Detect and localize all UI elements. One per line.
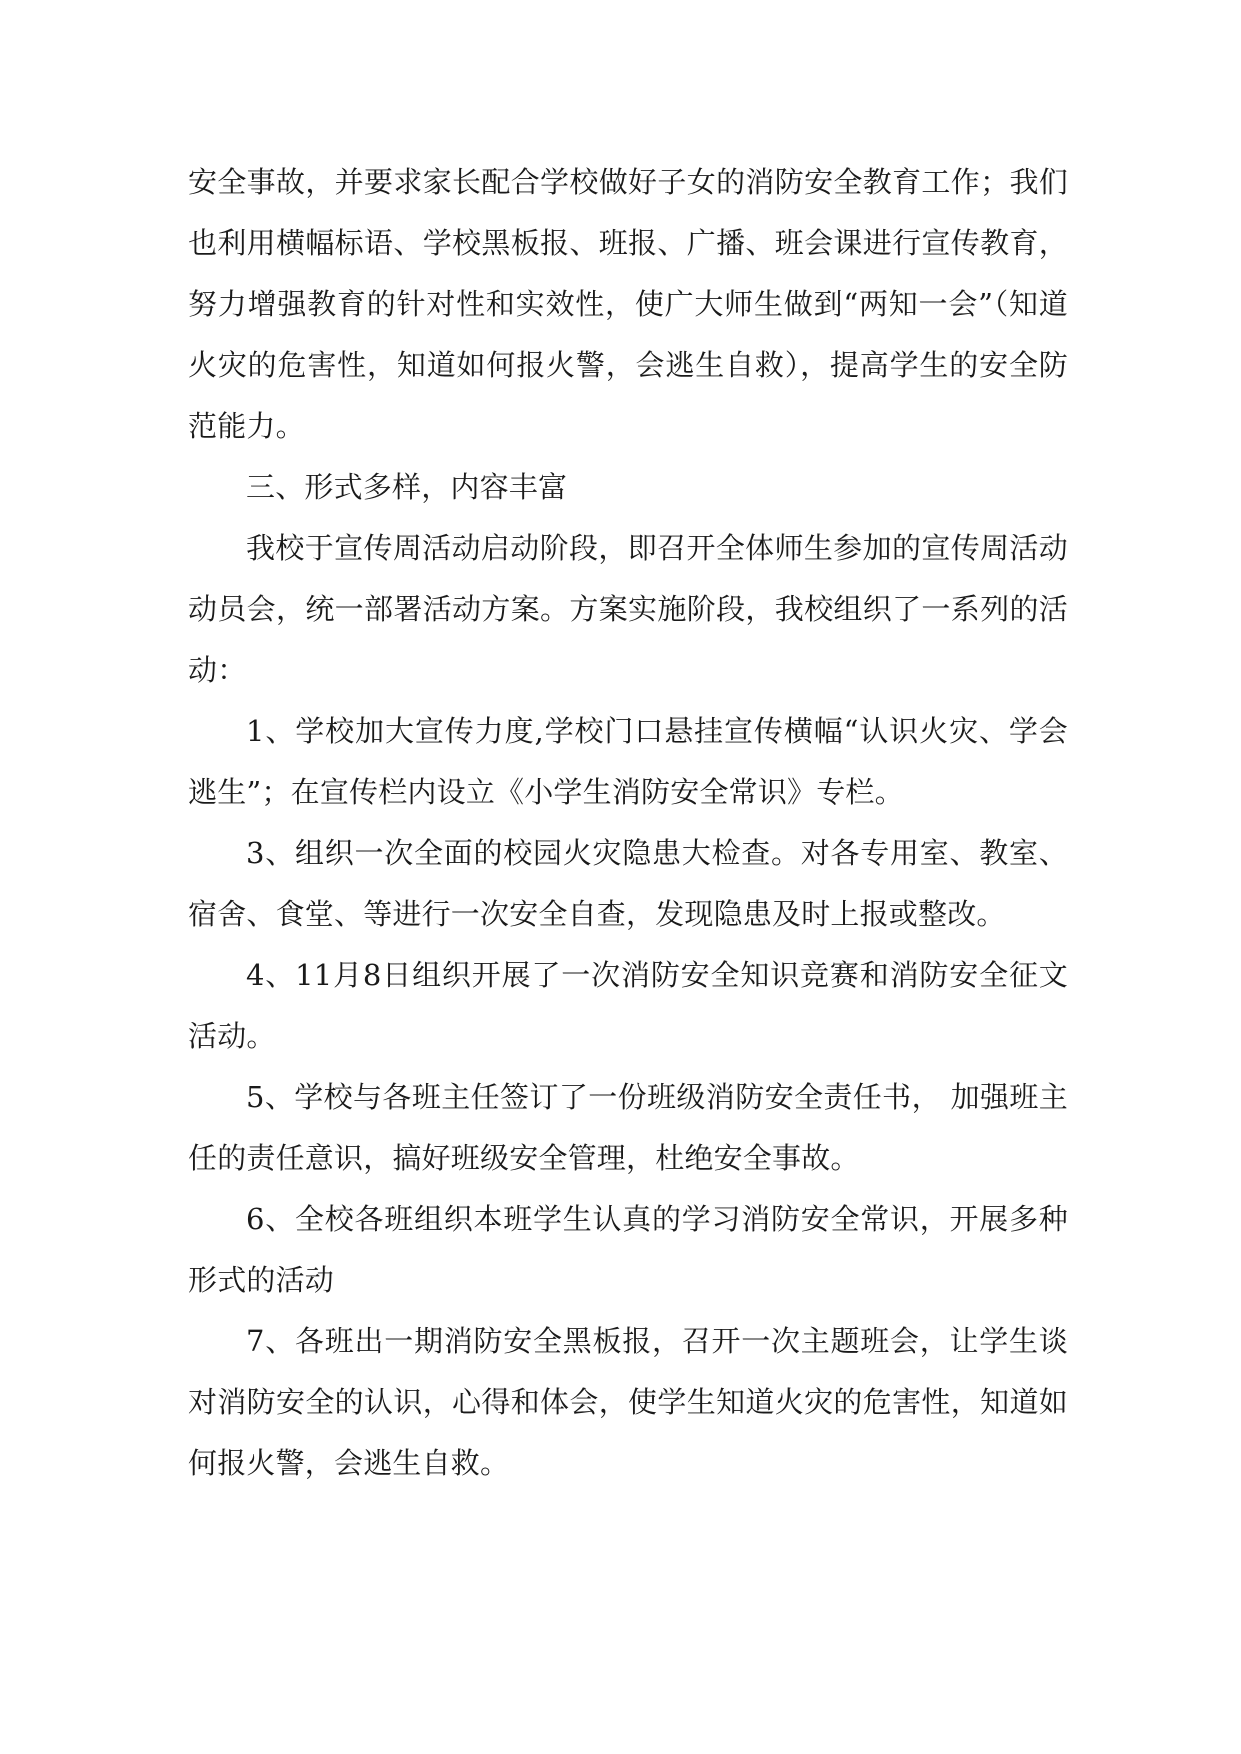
list-item-6: 6、全校各班组织本班学生认真的学习消防安全常识，开展多种形式的活动 bbox=[188, 1202, 1068, 1297]
list-item-7: 7、各班出一期消防安全黑板报，召开一次主题班会，让学生谈对消防安全的认识，心得和体会，使学生知道火灾的危害性，知道如何报火警，会逃生自救。 bbox=[188, 1324, 1068, 1480]
section-heading-3: 三、形式多样，内容丰富 bbox=[246, 470, 568, 504]
list-item-1: 1、学校加大宣传力度,学校门口悬挂宣传横幅“认识火灾、学会逃生”；在宣传栏内设立《小学生消防安全常识》专栏。 bbox=[188, 714, 1068, 809]
paragraph-activity-intro: 我校于宣传周活动启动阶段，即召开全体师生参加的宣传周活动动员会，统一部署活动方案。方案实施阶段，我校组织了一系列的活动： bbox=[188, 531, 1068, 687]
list-item-5: 5、学校与各班主任签订了一份班级消防安全责任书， 加强班主任的责任意识，搞好班级安全管理，杜绝安全事故。 bbox=[188, 1080, 1068, 1175]
paragraph-safety-education: 安全事故，并要求家长配合学校做好子女的消防安全教育工作；我们也利用横幅标语、学校黑板报、班报、广播、班会课进行宣传教育，努力增强教育的针对性和实效性，使广大师生做到“两知一会”（知道火灾的危害性，知道如何报火警，会逃生自救），提高学生的安全防范能力。 bbox=[188, 165, 1068, 443]
list-item-3: 3、组织一次全面的校园火灾隐患大检查。对各专用室、教室、宿舍、食堂、等进行一次安全自查，发现隐患及时上报或整改。 bbox=[188, 836, 1068, 931]
list-item-4: 4、11月8日组织开展了一次消防安全知识竞赛和消防安全征文活动。 bbox=[188, 958, 1068, 1053]
document-body bbox=[188, 152, 1068, 1494]
